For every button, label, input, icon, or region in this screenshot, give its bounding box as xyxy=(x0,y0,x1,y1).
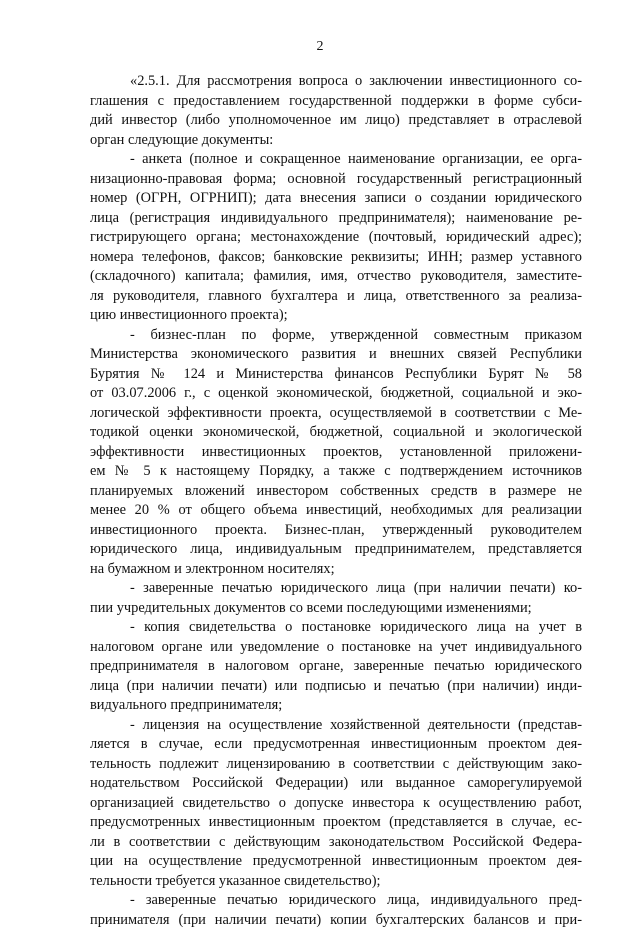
text-line: лица (при наличии печати) или подписью и печатью (при наличии) инди- xyxy=(90,677,582,697)
text-line: ции на осуществление предусмотренной инвестиционным проектом дея- xyxy=(90,852,582,872)
text-line: гистрирующего органа; местонахождение (почтовый, юридический адрес); xyxy=(90,228,582,248)
text-line: Бурятия № 124 и Министерства финансов Республики Бурят № 58 xyxy=(90,365,582,385)
text-line: ли в соответствии с действующим законодательством Российской Федера- xyxy=(90,833,582,853)
text-line: - бизнес-план по форме, утвержденной совместным приказом xyxy=(90,326,582,346)
page-number: 2 xyxy=(0,39,640,55)
text-line: нодательством Российской Федерации) или выданное саморегулируемой xyxy=(90,774,582,794)
text-line: - копия свидетельства о постановке юридического лица на учет в xyxy=(90,618,582,638)
text-line: - анкета (полное и сокращенное наименование организации, ее орга- xyxy=(90,150,582,170)
text-line: глашения с предоставлением государственной поддержки в форме субси- xyxy=(90,92,582,112)
text-line: видуального предпринимателя; xyxy=(90,696,582,716)
text-line: логической эффективности проекта, осуществляемой в соответствии с Ме- xyxy=(90,404,582,424)
text-line: налоговом органе или уведомление о постановке на учет индивидуального xyxy=(90,638,582,658)
text-line: - заверенные печатью юридического лица, индивидуального пред- xyxy=(90,891,582,911)
text-line: «2.5.1. Для рассмотрения вопроса о заключении инвестиционного со- xyxy=(90,72,582,92)
text-line: лица (регистрация индивидуального предпринимателя); наименование ре- xyxy=(90,209,582,229)
text-line: - заверенные печатью юридического лица (при наличии печати) ко- xyxy=(90,579,582,599)
text-line: юридического лица, индивидуальным предпринимателем, представляется xyxy=(90,540,582,560)
text-line: ем № 5 к настоящему Порядку, а также с подтверждением источников xyxy=(90,462,582,482)
text-line: пии учредительных документов со всеми последующими изменениями; xyxy=(90,599,582,619)
text-line: на бумажном и электронном носителях; xyxy=(90,560,582,580)
text-line: предусмотренных инвестиционным проектом (представляется в случае, ес- xyxy=(90,813,582,833)
text-line: организацией свидетельство о допуске инвестора к осуществлению работ, xyxy=(90,794,582,814)
text-line: тельности требуется указанное свидетельство); xyxy=(90,872,582,892)
document-body xyxy=(90,72,582,930)
text-line: эффективности инвестиционных проектов, установленной приложени- xyxy=(90,443,582,463)
text-line: ля руководителя, главного бухгалтера и лица, ответственного за реализа- xyxy=(90,287,582,307)
text-line: дий инвестор (либо уполномоченное им лицо) представляет в отраслевой xyxy=(90,111,582,131)
text-line: тодикой оценки экономической, бюджетной, социальной и экологической xyxy=(90,423,582,443)
text-line: тельность подлежит лицензированию в соответствии с действующим зако- xyxy=(90,755,582,775)
text-line: от 03.07.2006 г., с оценкой экономической, бюджетной, социальной и эко- xyxy=(90,384,582,404)
text-line: низационно-правовая форма; основной государственный регистрационный xyxy=(90,170,582,190)
text-line: планируемых вложений инвестором собственных средств в размере не xyxy=(90,482,582,502)
text-line: орган следующие документы: xyxy=(90,131,582,151)
text-line: инвестиционного проекта. Бизнес-план, утвержденный руководителем xyxy=(90,521,582,541)
text-line: принимателя (при наличии печати) копии бухгалтерских балансов и при- xyxy=(90,911,582,930)
text-line: номер (ОГРН, ОГРНИП); дата внесения записи о создании юридического xyxy=(90,189,582,209)
text-line: (складочного) капитала; фамилия, имя, отчество руководителя, заместите- xyxy=(90,267,582,287)
text-line: ляется в случае, если предусмотренная инвестиционным проектом дея- xyxy=(90,735,582,755)
text-line: номера телефонов, факсов; банковские реквизиты; ИНН; размер уставного xyxy=(90,248,582,268)
text-line: цию инвестиционного проекта); xyxy=(90,306,582,326)
text-line: Министерства экономического развития и внешних связей Республики xyxy=(90,345,582,365)
text-line: - лицензия на осуществление хозяйственной деятельности (представ- xyxy=(90,716,582,736)
text-line: предпринимателя в налоговом органе, заверенные печатью юридического xyxy=(90,657,582,677)
text-line: менее 20 % от общего объема инвестиций, необходимых для реализации xyxy=(90,501,582,521)
